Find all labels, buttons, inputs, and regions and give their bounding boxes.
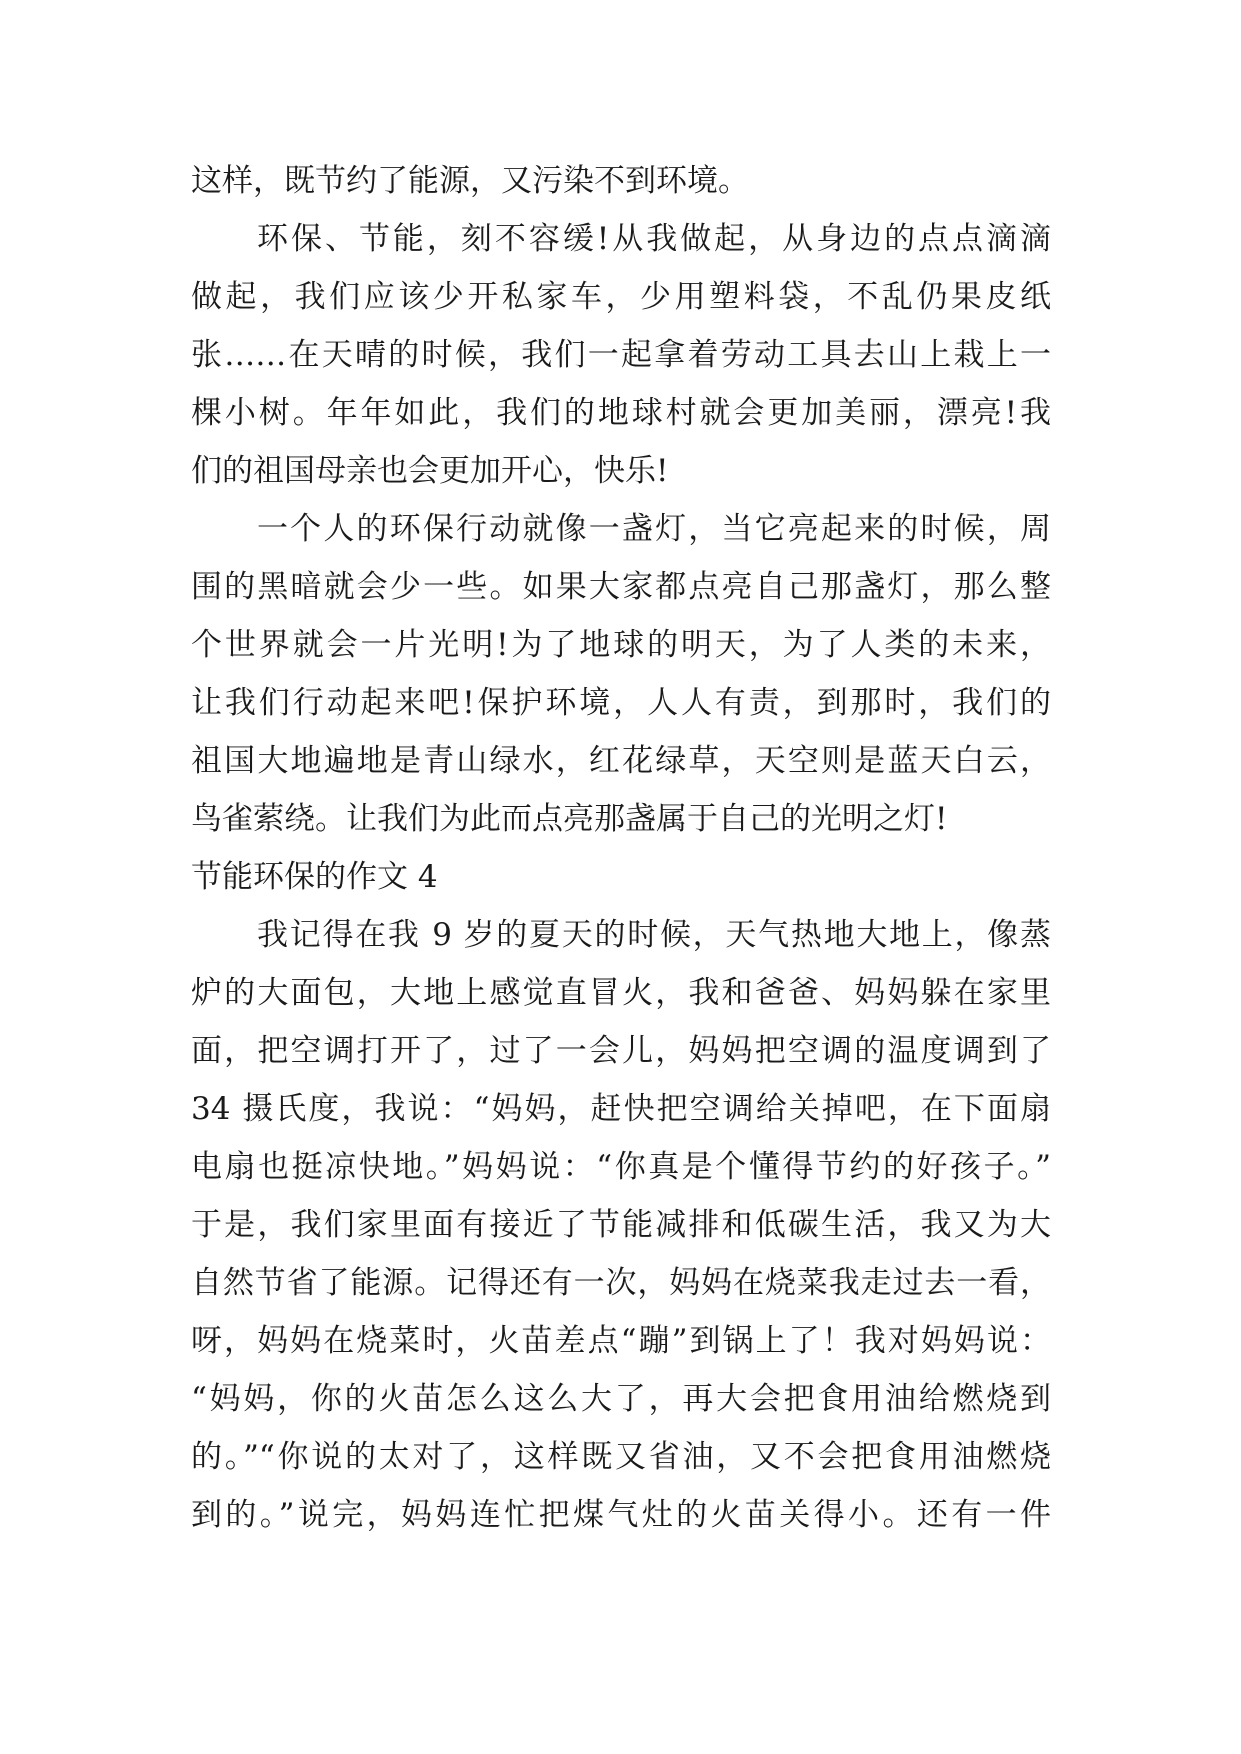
text-line: 这样，既节约了能源，又污染不到环境。 [191,163,749,199]
text-line: 围的黑暗就会少一些。如果大家都点亮自己那盏灯，那么整 [191,569,1051,605]
text-line: 环保、节能，刻不容缓!从我做起，从身边的点点滴滴 [257,221,1051,257]
text-line: 于是，我们家里面有接近了节能减排和低碳生活，我又为大 [191,1207,1051,1243]
text-line: 到的。”说完，妈妈连忙把煤气灶的火苗关得小。还有一件 [191,1497,1051,1533]
text-line: 鸟雀萦绕。让我们为此而点亮那盏属于自己的光明之灯! [191,801,948,837]
text-line: 个世界就会一片光明!为了地球的明天，为了人类的未来， [191,627,1051,663]
text-line: 炉的大面包，大地上感觉直冒火，我和爸爸、妈妈躲在家里 [191,975,1051,1011]
text-line: 张……在天晴的时候，我们一起拿着劳动工具去山上栽上一 [191,337,1051,373]
document-body [191,152,1051,1544]
section-heading: 节能环保的作文 4 [191,859,438,895]
text-line: 我记得在我 9 岁的夏天的时候，天气热地大地上，像蒸 [257,917,1051,953]
text-line: 面，把空调打开了，过了一会儿，妈妈把空调的温度调到了 [191,1033,1051,1069]
text-line: 们的祖国母亲也会更加开心，快乐! [191,453,669,489]
text-line: 的。”“你说的太对了，这样既又省油，又不会把食用油燃烧 [191,1439,1051,1475]
text-line: 棵小树。年年如此，我们的地球村就会更加美丽，漂亮!我 [191,395,1051,431]
text-line: 电扇也挺凉快地。”妈妈说：“你真是个懂得节约的好孩子。” [191,1149,1051,1185]
text-line: 让我们行动起来吧!保护环境，人人有责，到那时，我们的 [191,685,1051,721]
text-line: 祖国大地遍地是青山绿水，红花绿草，天空则是蓝天白云， [191,743,1051,779]
text-line: 一个人的环保行动就像一盏灯，当它亮起来的时候，周 [257,511,1051,547]
text-line: 做起，我们应该少开私家车，少用塑料袋，不乱仍果皮纸 [191,279,1051,315]
text-line: 呀，妈妈在烧菜时，火苗差点“蹦”到锅上了！我对妈妈说： [191,1323,1051,1359]
text-line: “妈妈，你的火苗怎么这么大了，再大会把食用油给燃烧到 [191,1381,1051,1417]
text-line: 自然节省了能源。记得还有一次，妈妈在烧菜我走过去一看， [191,1265,1051,1301]
text-line: 34 摄氏度，我说：“妈妈，赶快把空调给关掉吧，在下面扇 [191,1091,1051,1127]
